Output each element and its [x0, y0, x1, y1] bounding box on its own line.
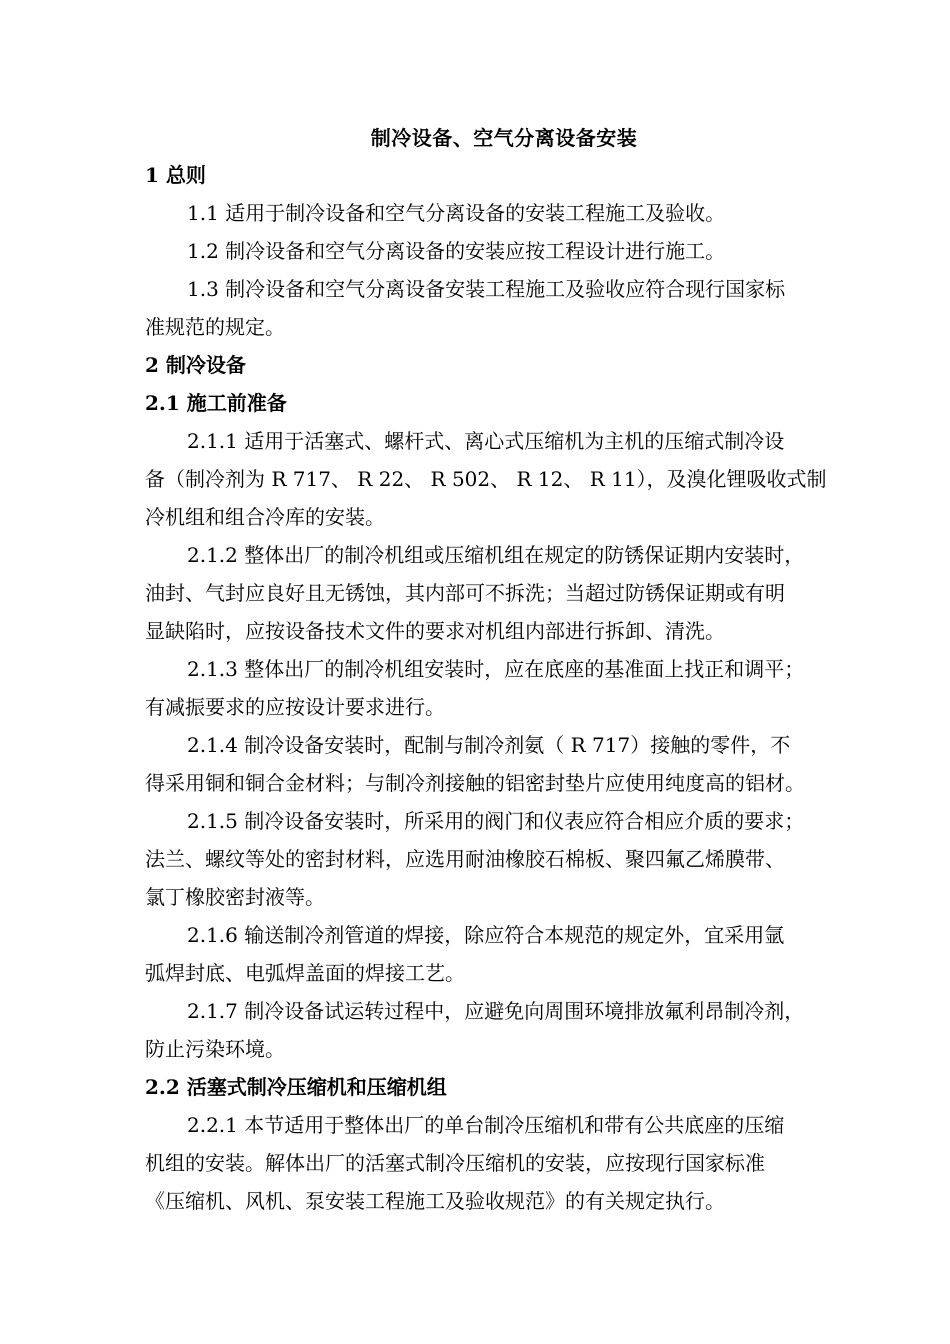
paragraph-line: 2.1.7 制冷设备试运转过程中，应避免向周围环境排放氟利昂制冷剂，	[187, 999, 805, 1023]
section-heading: 2 制冷设备	[145, 353, 246, 377]
paragraph-line: 弧焊封底、电弧焊盖面的焊接工艺。	[145, 961, 465, 985]
paragraph-line: 2.1.6 输送制冷剂管道的焊接，除应符合本规范的规定外，宜采用氩	[187, 923, 785, 947]
paragraph-line: 2.2.1 本节适用于整体出厂的单台制冷压缩机和带有公共底座的压缩	[187, 1113, 785, 1137]
paragraph-line: 2.1.1 适用于活塞式、螺杆式、离心式压缩机为主机的压缩式制冷设	[187, 429, 785, 453]
paragraph-line: 1.3 制冷设备和空气分离设备安装工程施工及验收应符合现行国家标	[187, 277, 786, 301]
paragraph-line: 2.1.4 制冷设备安装时，配制与制冷剂氨（ R 717）接触的零件，不	[187, 733, 791, 757]
paragraph-line: 法兰、螺纹等处的密封材料，应选用耐油橡胶石棉板、聚四氟乙烯膜带、	[145, 847, 785, 871]
paragraph-line: 得采用铜和铜合金材料；与制冷剂接触的铝密封垫片应使用纯度高的铝材。	[145, 771, 805, 795]
paragraph-line: 机组的安装。解体出厂的活塞式制冷压缩机的安装，应按现行国家标准	[145, 1151, 765, 1175]
paragraph-line: 准规范的规定。	[145, 315, 285, 339]
paragraph-line: 1.1 适用于制冷设备和空气分离设备的安装工程施工及验收。	[187, 201, 726, 225]
paragraph-line: 氯丁橡胶密封液等。	[145, 885, 325, 909]
paragraph-line: 1.2 制冷设备和空气分离设备的安装应按工程设计进行施工。	[187, 239, 726, 263]
paragraph-line: 油封、气封应良好且无锈蚀，其内部可不拆洗；当超过防锈保证期或有明	[145, 581, 785, 605]
section-heading: 2.1 施工前准备	[145, 391, 287, 415]
paragraph-line: 冷机组和组合冷库的安装。	[145, 505, 385, 529]
paragraph-line: 防止污染环境。	[145, 1037, 285, 1061]
section-heading: 2.2 活塞式制冷压缩机和压缩机组	[145, 1075, 447, 1099]
paragraph-line: 《压缩机、风机、泵安装工程施工及验收规范》的有关规定执行。	[145, 1189, 725, 1213]
section-heading: 1 总则	[145, 163, 206, 187]
paragraph-line: 有减振要求的应按设计要求进行。	[145, 695, 445, 719]
paragraph-line: 显缺陷时，应按设备技术文件的要求对机组内部进行拆卸、清洗。	[145, 619, 725, 643]
document-body	[145, 156, 870, 1220]
document-title: 制冷设备、空气分离设备安装	[370, 126, 638, 150]
paragraph-line: 2.1.2 整体出厂的制冷机组或压缩机组在规定的防锈保证期内安装时，	[187, 543, 805, 567]
paragraph-line: 备（制冷剂为 R 717、 R 22、 R 502、 R 12、 R 11），及溴化锂吸收式制	[145, 467, 827, 491]
paragraph-line: 2.1.5 制冷设备安装时，所采用的阀门和仪表应符合相应介质的要求；	[187, 809, 805, 833]
paragraph-line: 2.1.3 整体出厂的制冷机组安装时，应在底座的基准面上找正和调平；	[187, 657, 805, 681]
